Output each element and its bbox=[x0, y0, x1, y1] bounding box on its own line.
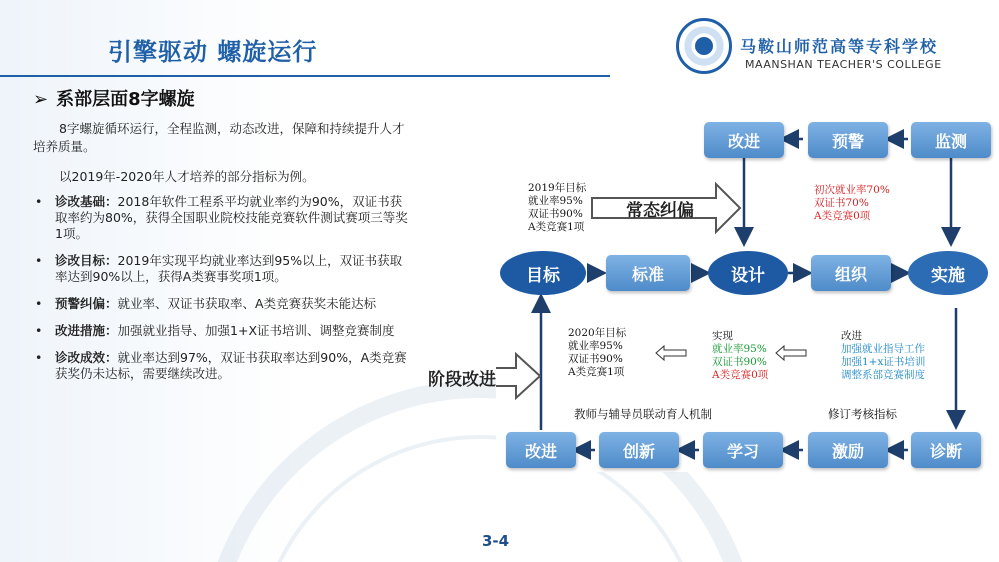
bullet-key: 改进措施： bbox=[55, 323, 118, 338]
college-logo-icon bbox=[676, 18, 732, 74]
achieved-block bbox=[712, 330, 768, 382]
improve-title: 改进 bbox=[841, 330, 862, 342]
initial-line: A类竞赛0项 bbox=[814, 210, 871, 222]
label-stage-improvement: 阶段改进 bbox=[428, 370, 496, 390]
bullet-item bbox=[33, 194, 408, 242]
goal-2019-line: A类竞赛1项 bbox=[528, 221, 585, 233]
school-name-cn: 马鞍山师范高等专科学校 bbox=[740, 37, 939, 56]
node-standard: 标准 bbox=[606, 255, 690, 291]
paragraph-1: 8字螺旋循环运行，全程监测，动态改进，保障和持续提升人才培养质量。 bbox=[33, 121, 405, 154]
bullet-text: 2019年实现平均就业率达到95%以上，双证书获取率达到90%以上，获得A类赛事奖项1项。 bbox=[55, 253, 403, 284]
bullet-item bbox=[33, 350, 408, 382]
bullet-key: 预警纠偏： bbox=[55, 296, 118, 311]
mechanism-label: 教师与辅导员联动育人机制 bbox=[574, 407, 712, 421]
goal-2020-line: 双证书90% bbox=[568, 353, 623, 365]
improve-line: 调整系部竞赛制度 bbox=[841, 369, 925, 381]
improve-line: 加强就业指导工作 bbox=[841, 343, 925, 355]
spiral-diagram bbox=[428, 110, 983, 472]
node-design: 设计 bbox=[708, 251, 788, 295]
bullet-text: 2018年软件工程系平均就业率约为90%，双证书获取率约为80%，获得全国职业院校技能竞赛软件测试赛项三等奖1项。 bbox=[55, 194, 408, 241]
node-learn: 学习 bbox=[703, 432, 783, 468]
goal-2020-block bbox=[568, 327, 626, 379]
node-innovate: 创新 bbox=[599, 432, 679, 468]
paragraph-2: 以2019年-2020年人才培养的部分指标为例。 bbox=[59, 169, 315, 184]
node-improve-top: 改进 bbox=[704, 122, 784, 158]
node-warning: 预警 bbox=[808, 122, 888, 158]
slide-title: 引擎驱动 螺旋运行 bbox=[108, 38, 318, 66]
bullet-list bbox=[33, 194, 408, 393]
arrow-right-icon: ➢ bbox=[33, 89, 49, 110]
node-implement: 实施 bbox=[908, 251, 988, 295]
goal-2020-line: 就业率95% bbox=[568, 340, 623, 352]
goal-2020-line: 2020年目标 bbox=[568, 327, 627, 339]
bullet-key: 诊改基础： bbox=[55, 194, 118, 209]
initial-result-block bbox=[814, 184, 890, 223]
goal-2019-line: 双证书90% bbox=[528, 208, 583, 220]
bullet-item bbox=[33, 296, 408, 312]
section-subtitle-text: 系部层面8字螺旋 bbox=[56, 89, 195, 110]
bullet-key: 诊改目标： bbox=[55, 253, 118, 268]
bullet-item bbox=[33, 253, 408, 285]
achieved-title: 实现 bbox=[712, 330, 733, 342]
node-monitor: 监测 bbox=[911, 122, 991, 158]
goal-2020-line: A类竞赛1项 bbox=[568, 366, 625, 378]
page-number: 3-4 bbox=[482, 532, 510, 550]
improve-block bbox=[841, 330, 925, 382]
bullet-text: 加强就业指导、加强1+X证书培训、调整竞赛制度 bbox=[117, 323, 395, 338]
node-goal: 目标 bbox=[500, 251, 586, 295]
section-subtitle bbox=[33, 85, 195, 111]
school-name-en: MAANSHAN TEACHER'S COLLEGE bbox=[745, 58, 942, 71]
title-underline bbox=[0, 75, 610, 77]
node-incentive: 激励 bbox=[808, 432, 888, 468]
bullet-text: 就业率达到97%，双证书获取率达到90%，A类竞赛获奖仍未达标，需要继续改进。 bbox=[55, 350, 407, 381]
node-organize: 组织 bbox=[811, 255, 891, 291]
goal-2019-line: 就业率95% bbox=[528, 195, 583, 207]
initial-line: 初次就业率70% bbox=[814, 184, 890, 196]
achieved-line: A类竞赛0项 bbox=[712, 369, 769, 381]
bullet-item bbox=[33, 323, 408, 339]
bullet-text: 就业率、双证书获取率、A类竞赛获奖未能达标 bbox=[117, 296, 377, 311]
goal-2019-line: 2019年目标 bbox=[528, 182, 587, 194]
bullet-key: 诊改成效： bbox=[55, 350, 118, 365]
goal-2019-block bbox=[528, 182, 586, 234]
improve-line: 加强1+x证书培训 bbox=[841, 356, 926, 368]
revise-label: 修订考核指标 bbox=[828, 407, 897, 421]
node-improve-bottom: 改进 bbox=[506, 432, 576, 468]
achieved-line: 就业率95% bbox=[712, 343, 767, 355]
achieved-line: 双证书90% bbox=[712, 356, 767, 368]
initial-line: 双证书70% bbox=[814, 197, 869, 209]
node-diagnose: 诊断 bbox=[911, 432, 981, 468]
label-routine-correction: 常态纠偏 bbox=[626, 201, 694, 221]
